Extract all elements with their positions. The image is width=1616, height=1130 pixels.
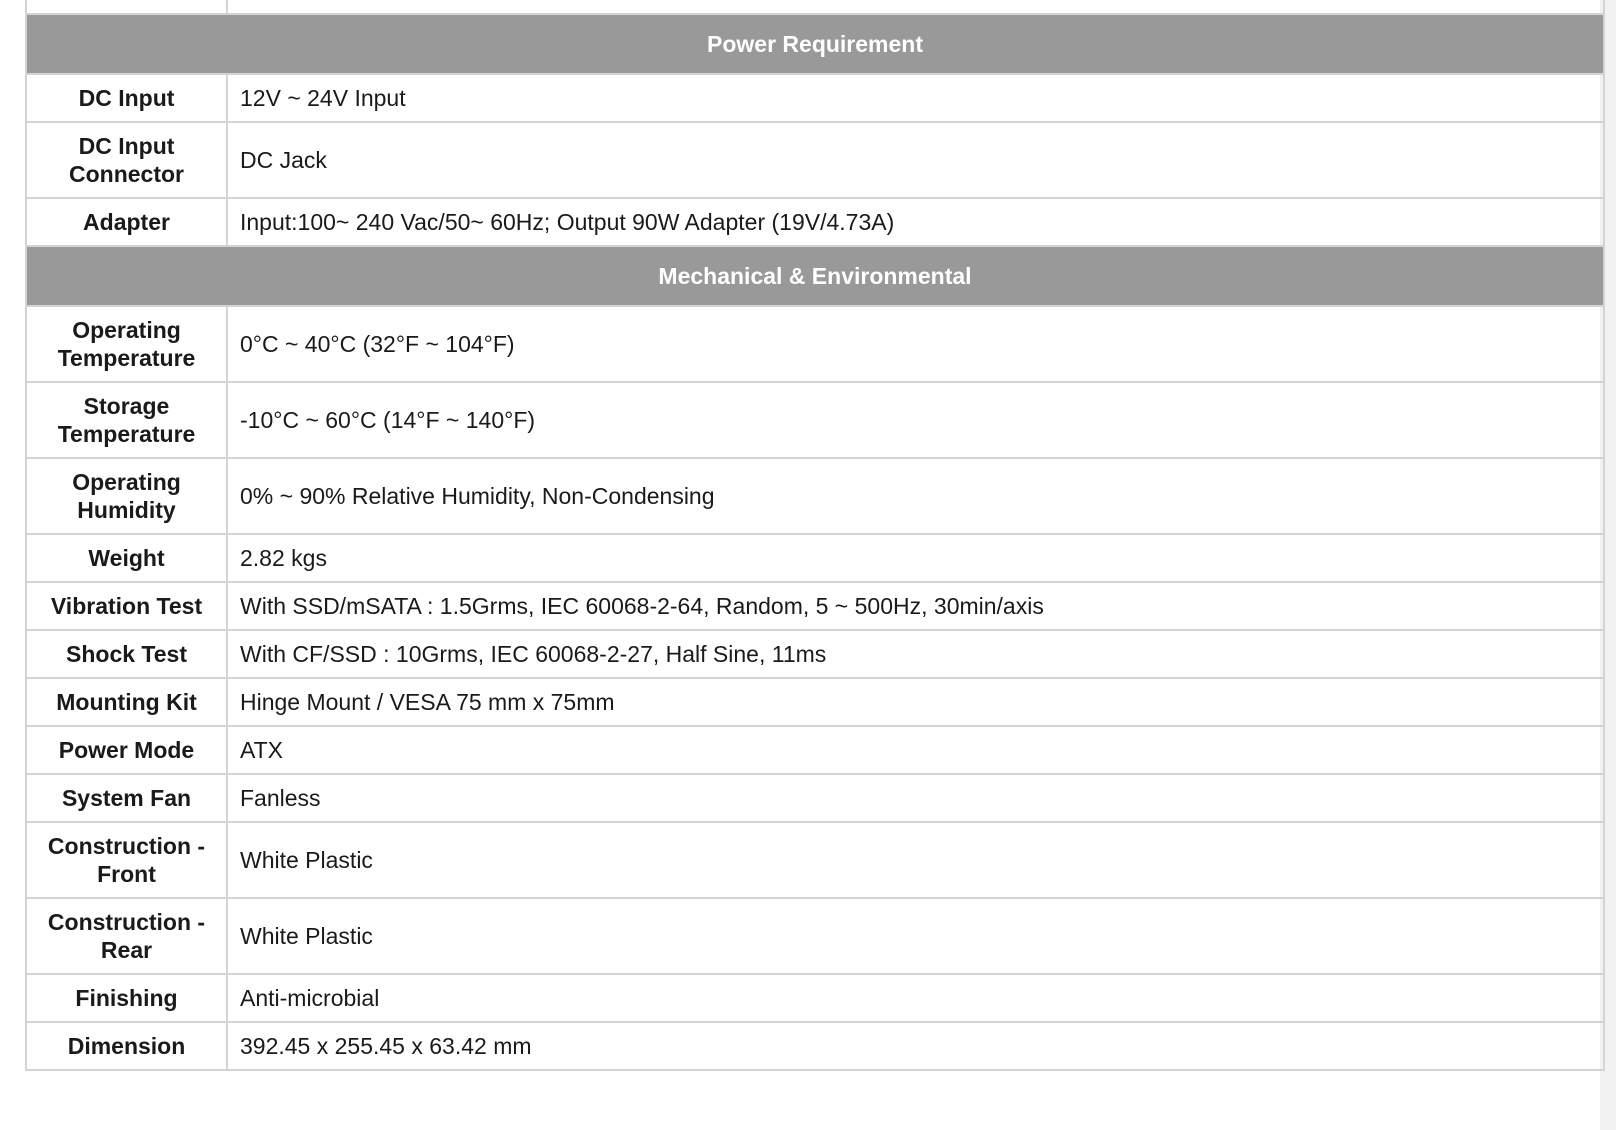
- spec-label: Operating Temperature: [26, 306, 227, 382]
- spec-label: Construction - Rear: [26, 898, 227, 974]
- table-row: [26, 974, 1604, 1022]
- section-header-power: [26, 14, 1604, 74]
- spec-label: Power Mode: [26, 726, 227, 774]
- spec-label: Shock Test: [26, 630, 227, 678]
- table-row: [26, 74, 1604, 122]
- spec-value: Anti-microbial: [227, 974, 1604, 1022]
- spec-label: Weight: [26, 534, 227, 582]
- table-row: [26, 582, 1604, 630]
- table-row-stub: [26, 0, 1604, 14]
- spec-value: Hinge Mount / VESA 75 mm x 75mm: [227, 678, 1604, 726]
- spec-label: Vibration Test: [26, 582, 227, 630]
- spec-value: -10°C ~ 60°C (14°F ~ 140°F): [227, 382, 1604, 458]
- spec-label: Dimension: [26, 1022, 227, 1070]
- section-header-mechanical: [26, 246, 1604, 306]
- spec-value: 12V ~ 24V Input: [227, 74, 1604, 122]
- spec-label: DC Input Connector: [26, 122, 227, 198]
- table-row: [26, 534, 1604, 582]
- spec-value: Fanless: [227, 774, 1604, 822]
- spec-value: Input:100~ 240 Vac/50~ 60Hz; Output 90W Adapter (19V/4.73A): [227, 198, 1604, 246]
- spec-label: Adapter: [26, 198, 227, 246]
- spec-value: 2.82 kgs: [227, 534, 1604, 582]
- stub-label-cell: [26, 0, 227, 14]
- table-row: [26, 1022, 1604, 1070]
- spec-value: DC Jack: [227, 122, 1604, 198]
- stub-value-cell: [227, 0, 1604, 14]
- table-row: [26, 306, 1604, 382]
- table-row: [26, 678, 1604, 726]
- spec-value: ATX: [227, 726, 1604, 774]
- spec-value: 0% ~ 90% Relative Humidity, Non-Condensing: [227, 458, 1604, 534]
- spec-label: Mounting Kit: [26, 678, 227, 726]
- spec-value: White Plastic: [227, 822, 1604, 898]
- spec-value: 0°C ~ 40°C (32°F ~ 104°F): [227, 306, 1604, 382]
- spec-label: System Fan: [26, 774, 227, 822]
- spec-label: Construction - Front: [26, 822, 227, 898]
- table-row: [26, 726, 1604, 774]
- table-row: [26, 198, 1604, 246]
- section-title: Mechanical & Environmental: [26, 246, 1604, 306]
- spec-value: White Plastic: [227, 898, 1604, 974]
- table-row: [26, 822, 1604, 898]
- table-row: [26, 630, 1604, 678]
- table-row: [26, 458, 1604, 534]
- table-row: [26, 774, 1604, 822]
- spec-value: 392.45 x 255.45 x 63.42 mm: [227, 1022, 1604, 1070]
- spec-label: DC Input: [26, 74, 227, 122]
- spec-value: With CF/SSD : 10Grms, IEC 60068-2-27, Half Sine, 11ms: [227, 630, 1604, 678]
- table-row: [26, 122, 1604, 198]
- spec-label: Finishing: [26, 974, 227, 1022]
- table-row: [26, 898, 1604, 974]
- spec-value: With SSD/mSATA : 1.5Grms, IEC 60068-2-64, Random, 5 ~ 500Hz, 30min/axis: [227, 582, 1604, 630]
- spec-label: Storage Temperature: [26, 382, 227, 458]
- spec-table: [25, 0, 1605, 1071]
- spec-label: Operating Humidity: [26, 458, 227, 534]
- table-row: [26, 382, 1604, 458]
- section-title: Power Requirement: [26, 14, 1604, 74]
